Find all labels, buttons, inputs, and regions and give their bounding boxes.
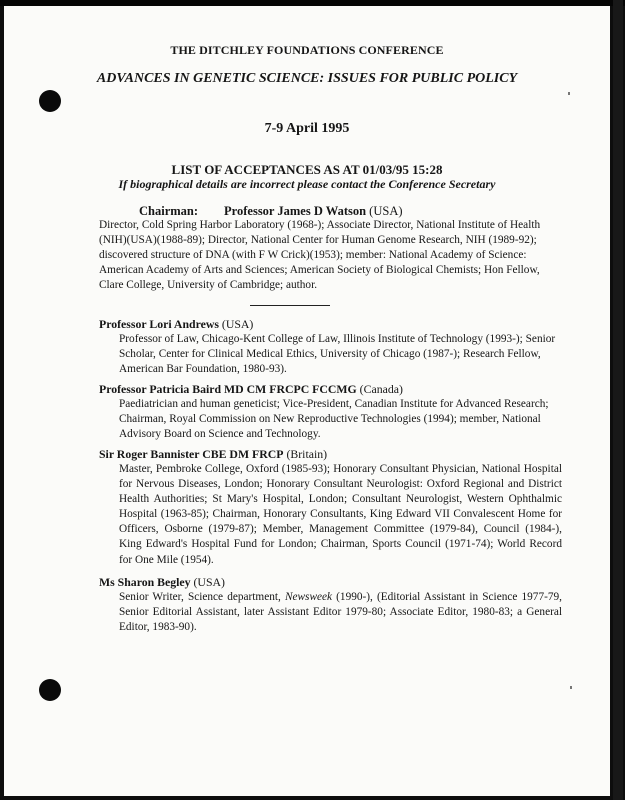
conference-dates: 7-9 April 1995: [264, 121, 350, 136]
bio-text: Senior Writer, Science department,: [119, 591, 285, 603]
participant-heading: [99, 382, 569, 397]
chairman-label: Chairman:: [139, 204, 199, 218]
participant-country: (Canada): [356, 382, 403, 396]
participant-entry: [99, 575, 569, 635]
participant-entry: [99, 317, 569, 377]
participant-name: Professor Patricia Baird MD CM FRCPC FCCMG: [99, 382, 357, 396]
punch-hole-top: [39, 90, 61, 112]
chairman-country: (USA): [366, 204, 403, 218]
participant-bio: Master, Pembroke College, Oxford (1985-93); Honorary Consultant Physician, National Hospital for Nervous Diseases, London; Honorary Consultant Neurologist: Oxford Regional and District Health Authorities; St Mary's Hospital, London; Consultant Neurologist, Western Ophthalmic Hospital (1963-85); Chairman, Honorary Consultants, King Edward VII Convalescent Home for Officers, Osborne (1979-87); Member, Management Committee (1979-84), Council (1984-), King Edward's Hospital Fund for London; Chairman, Sports Council (1971-74); World Record for One Mile (1954).: [119, 463, 562, 566]
participant-entry: [99, 447, 569, 568]
participant-country: (USA): [218, 317, 254, 331]
scan-speck: [568, 92, 570, 95]
chairman-bio: Director, Cold Spring Harbor Laboratory (1968-); Associate Director, National Institute of Health (NIH)(USA)(1988-89); Director, National Center for Human Genome Research, NIH (1989-92); discovered structure of DNA (with F W Crick)(1953); member: National Academy of Science: American Academy of Arts and Sciences; American Society of Biological Chemists; Hon Fellow, Clare College, University of Cambridge; author.: [99, 219, 541, 292]
document-page: [4, 6, 610, 796]
publication-title: Newsweek: [284, 591, 333, 603]
participant-country: (USA): [190, 575, 225, 589]
participant-heading: [99, 575, 569, 590]
conference-subtitle: ADVANCES IN GENETIC SCIENCE: ISSUES FOR PUBLIC POLICY: [96, 71, 518, 86]
bio-text: (1990-), (Editorial Assistant in Science 1977-79, Senior Editorial Assistant, later Assistant Editor 1979-80; Associate Editor, 1980-83; a General Editor, 1983-90).: [119, 591, 562, 634]
participant-name: Sir Roger Bannister CBE DM FRCP: [99, 447, 284, 461]
participant-heading: [99, 317, 569, 332]
list-title: LIST OF ACCEPTANCES AS AT 01/03/95 15:28: [171, 162, 443, 177]
punch-hole-bottom: [39, 679, 61, 701]
scan-border-right: [613, 0, 623, 800]
chairman-heading: [139, 204, 403, 219]
participant-bio: [119, 590, 562, 635]
participant-heading: [99, 447, 569, 462]
list-note: If biographical details are incorrect please contact the Conference Secretary: [118, 177, 496, 191]
participant-country: (Britain): [283, 447, 328, 461]
participant-bio: Paediatrician and human geneticist; Vice-President, Canadian Institute for Advanced Research; Chairman, Royal Commission on New Reproductive Technologies (1994); member, National Advisory Board on Science and Technology.: [119, 398, 549, 441]
participant-bio: Professor of Law, Chicago-Kent College of Law, Illinois Institute of Technology (1993-); Senior Scholar, Center for Clinical Medical Ethics, University of Chicago (1987-); Research Fellow, American Bar Foundation, 1980-93).: [119, 333, 556, 376]
participant-name: Professor Lori Andrews: [99, 317, 219, 331]
scan-speck: [570, 686, 572, 689]
section-divider: [250, 305, 330, 306]
conference-title: THE DITCHLEY FOUNDATIONS CONFERENCE: [170, 43, 444, 57]
participant-name: Ms Sharon Begley: [99, 575, 191, 589]
participant-entry: [99, 382, 569, 442]
chairman-name: Professor James D Watson: [224, 204, 367, 218]
